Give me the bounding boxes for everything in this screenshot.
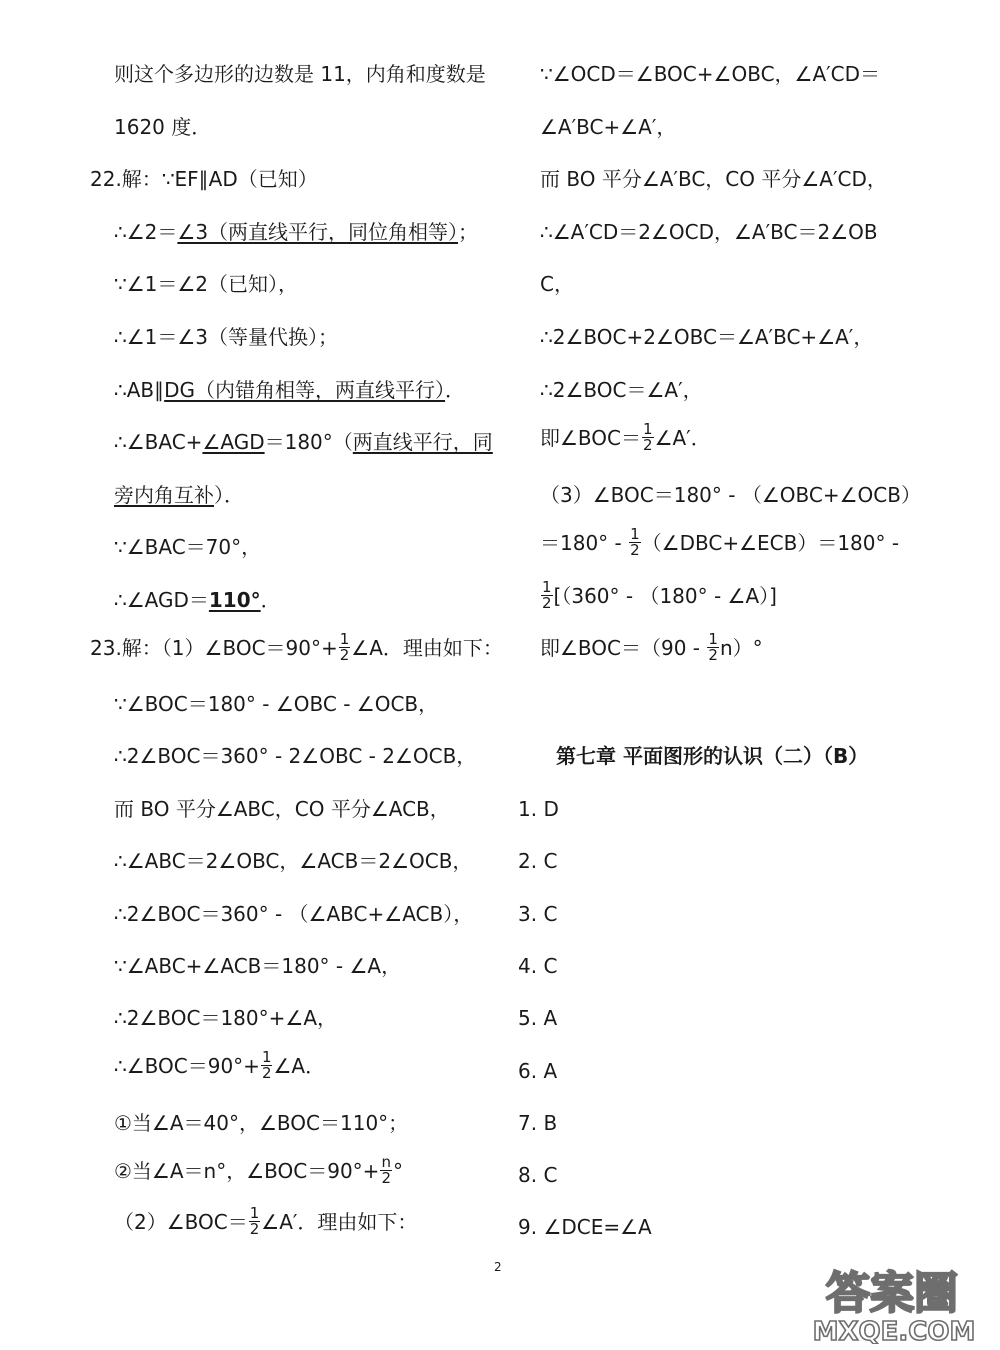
text-line: ∴∠BAC+∠AGD＝180°（两直线平行，同 [114, 430, 493, 454]
chapter-heading: 第七章 平面图形的认识（二）（B） [556, 744, 869, 768]
text-line: ②当∠A＝n°，∠BOC＝90°+ $\frac{n}{2}$ ° [114, 1153, 403, 1187]
text-line: ∴2∠BOC＝180°+∠A， [114, 1006, 337, 1030]
watermark-bottom-text: MXQE.COM [812, 1317, 976, 1344]
watermark-top-text: 答案圈 [826, 1268, 958, 1319]
fraction: $\frac{1}{2}$ [261, 1048, 272, 1082]
answer-item: 2. C [518, 849, 558, 873]
text-line: ∴∠ABC＝2∠OBC，∠ACB＝2∠OCB， [114, 849, 473, 873]
fraction: $\frac{1}{2}$ [643, 420, 653, 454]
text-line: ∴2∠BOC＝360° - 2∠OBC - 2∠OCB， [114, 744, 477, 768]
text-line: ∴2∠BOC＝∠A′， [540, 378, 703, 402]
text-line: 旁内角互补）． [114, 483, 244, 507]
fraction: $\frac{1}{2}$ [630, 525, 640, 559]
watermark-logo [796, 1262, 992, 1344]
answer-item: 7. B [518, 1111, 558, 1135]
answer-item: 9. ∠DCE=∠A [518, 1215, 652, 1239]
text-line: ∴∠BOC＝90°+ $\frac{1}{2}$ ∠A． [114, 1048, 326, 1082]
text-line: （2）∠BOC＝ $\frac{1}{2}$ ∠A′．理由如下： [114, 1204, 418, 1238]
text-line: $\frac{1}{2}$ [（360° - （180° - ∠A）] [542, 578, 777, 612]
text-line: ∵∠ABC+∠ACB＝180° - ∠A， [114, 954, 402, 978]
text-line: ∵∠BOC＝180° - ∠OBC - ∠OCB， [114, 692, 439, 716]
text-line: 则这个多边形的边数是 11，内角和度数是 [114, 62, 486, 86]
problem-22-heading: 22.解：∵EF∥AD（已知） [90, 167, 318, 191]
text-line: 而 BO 平分∠ABC，CO 平分∠ACB， [114, 797, 450, 821]
text-line: ∴∠1＝∠3（等量代换）； [114, 325, 339, 349]
answer-item: 5. A [518, 1006, 558, 1030]
text-line: ∴∠AGD＝110°． [114, 588, 281, 612]
text-line: 1620 度． [114, 115, 212, 139]
text-line: ∴∠2＝∠3（两直线平行，同位角相等）； [114, 220, 479, 244]
fraction: $\frac{1}{2}$ [542, 578, 552, 612]
text-line: C， [540, 272, 574, 296]
answer-item: 3. C [518, 902, 558, 926]
text-line: 而 BO 平分∠A′BC，CO 平分∠A′CD， [540, 167, 887, 191]
watermark-icon [796, 1262, 992, 1344]
fraction: $\frac{1}{2}$ [249, 1204, 260, 1238]
text-line: ＝180° - $\frac{1}{2}$ （∠DBC+∠ECB）＝180° - [540, 525, 900, 559]
text-line: ∴2∠BOC+2∠OBC＝∠A′BC+∠A′， [540, 325, 874, 349]
text-line: ∵∠BAC＝70°， [114, 535, 262, 559]
answer-item: 8. C [518, 1163, 558, 1187]
answer-item: 4. C [518, 954, 558, 978]
fraction: $\frac{1}{2}$ [339, 630, 350, 664]
page-number: 2 [494, 1260, 502, 1274]
text-line: （3）∠BOC＝180° - （∠OBC+∠OCB） [540, 483, 921, 507]
text-line: ∠A′BC+∠A′， [540, 115, 677, 139]
fraction: $\frac{n}{2}$ [381, 1153, 391, 1187]
text-line: 即∠BOC＝（90 - $\frac{1}{2}$ n）° [540, 630, 763, 664]
answer-item: 1. D [518, 797, 559, 821]
text-line: ∴AB∥DG（内错角相等，两直线平行）． [114, 378, 466, 402]
text-line: ∴∠A′CD＝2∠OCD，∠A′BC＝2∠OB [540, 220, 878, 244]
problem-23-heading: 23.解：（1）∠BOC＝90°+ $\frac{1}{2}$ ∠A．理由如下： [90, 630, 503, 664]
text-line: ∴2∠BOC＝360° - （∠ABC+∠ACB）， [114, 902, 474, 926]
text-line: ∵∠1＝∠2（已知）， [114, 272, 299, 296]
fraction: $\frac{1}{2}$ [708, 630, 718, 664]
text-line: ①当∠A＝40°，∠BOC＝110°； [114, 1111, 409, 1135]
text-line: 即∠BOC＝ $\frac{1}{2}$ ∠A′． [540, 420, 711, 454]
answer-item: 6. A [518, 1059, 558, 1083]
text-line: ∵∠OCD＝∠BOC+∠OBC，∠A′CD＝ [540, 62, 881, 86]
